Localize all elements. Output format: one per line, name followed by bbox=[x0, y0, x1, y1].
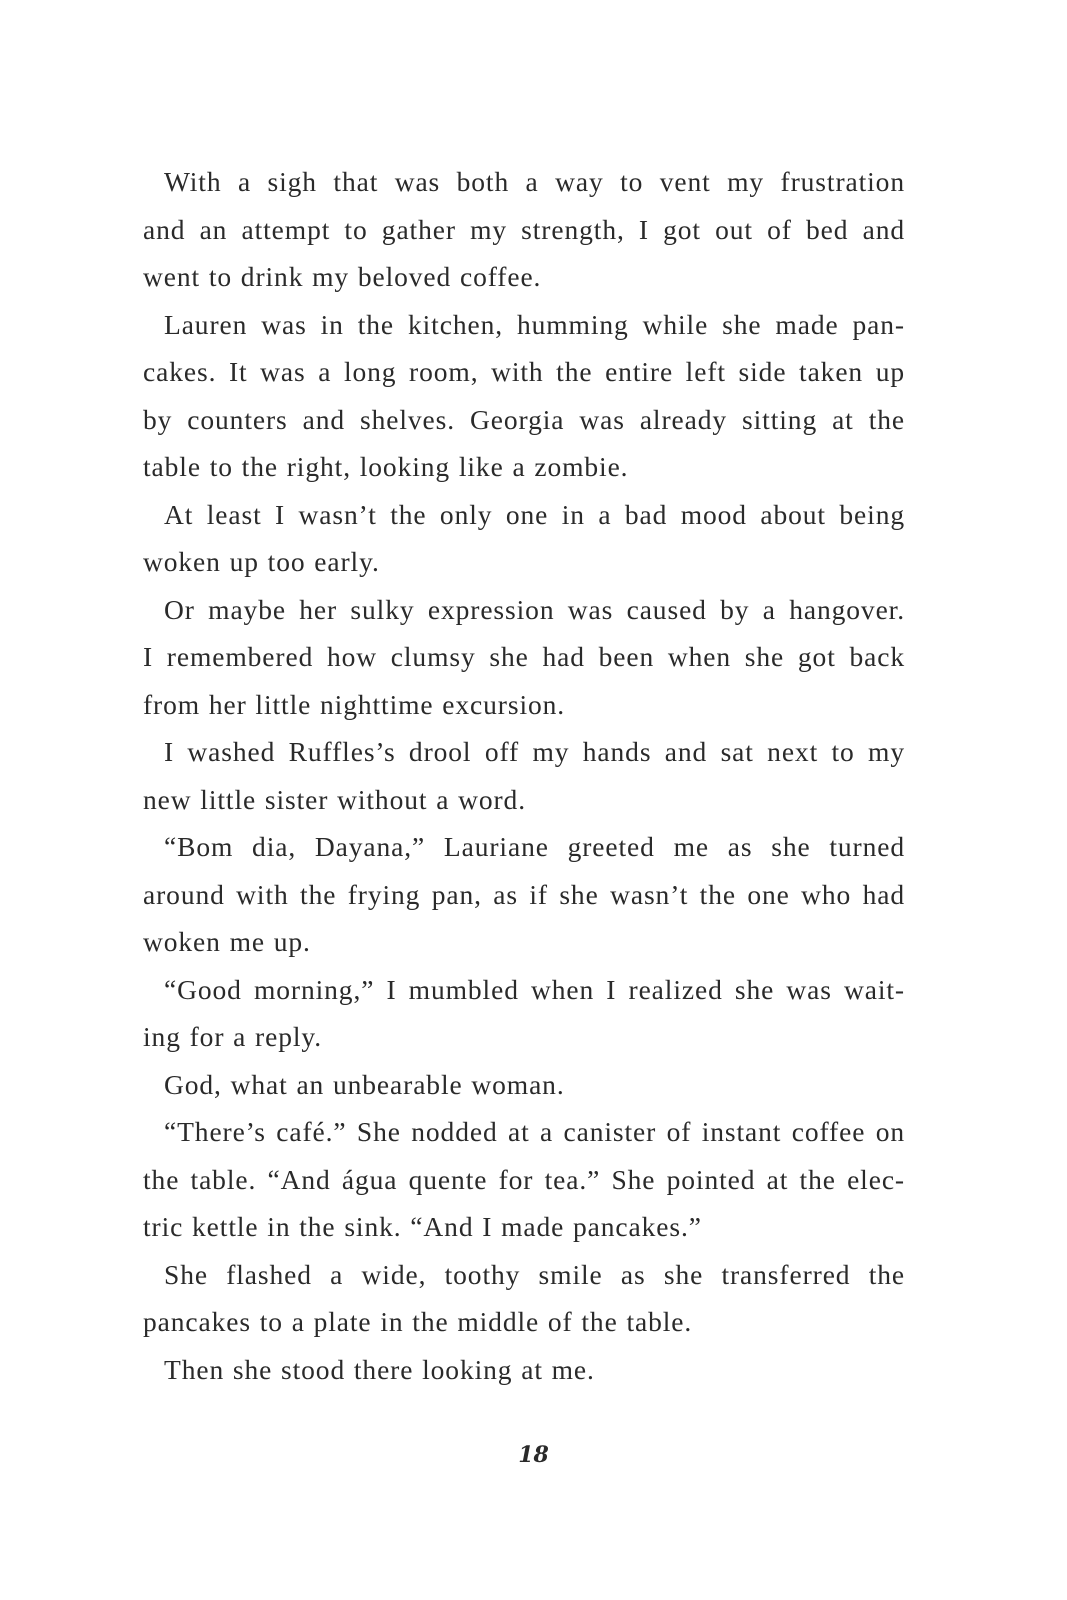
text-line: table to the right, looking like a zombie. bbox=[143, 451, 629, 482]
text-line: woken up too early. bbox=[143, 546, 380, 577]
text-line: I washed Ruffles’s drool off my hands and sat next to my bbox=[164, 736, 905, 767]
text-line: ing for a reply. bbox=[143, 1021, 323, 1052]
text-line: She flashed a wide, toothy smile as she transferred the bbox=[164, 1258, 905, 1290]
text-line: went to drink my beloved coffee. bbox=[143, 261, 542, 292]
text-line: tric kettle in the sink. “And I made pancakes.” bbox=[143, 1211, 702, 1242]
text-line: and an attempt to gather my strength, I got out of bed and bbox=[143, 213, 905, 245]
text-line: woken me up. bbox=[143, 926, 311, 957]
text-line: the table. “And água quente for tea.” She pointed at the elec- bbox=[143, 1163, 905, 1195]
text-line: I remembered how clumsy she had been when she got back bbox=[143, 641, 905, 672]
text-line: “Good morning,” I mumbled when I realized she was wait- bbox=[164, 973, 905, 1005]
text-line: by counters and shelves. Georgia was already sitting at the bbox=[143, 403, 905, 435]
body-text bbox=[143, 158, 905, 1393]
text-line: Lauren was in the kitchen, humming while she made pan- bbox=[164, 308, 905, 340]
page-number: 18 bbox=[518, 1442, 549, 1468]
text-line: “Bom dia, Dayana,” Lauriane greeted me as she turned bbox=[164, 831, 905, 862]
text-line: cakes. It was a long room, with the entire left side taken up bbox=[143, 356, 905, 387]
text-line: Or maybe her sulky expression was caused by a hangover. bbox=[164, 593, 905, 625]
text-line: new little sister without a word. bbox=[143, 783, 526, 815]
text-line: pancakes to a plate in the middle of the table. bbox=[143, 1306, 693, 1337]
text-line: With a sigh that was both a way to vent my frustration bbox=[164, 166, 905, 197]
text-line: from her little nighttime excursion. bbox=[143, 688, 566, 720]
text-line: around with the frying pan, as if she wasn’t the one who had bbox=[143, 878, 905, 910]
text-line: “There’s café.” She nodded at a canister of instant coffee on bbox=[164, 1116, 905, 1147]
text-line: Then she stood there looking at me. bbox=[164, 1353, 595, 1385]
text-line: At least I wasn’t the only one in a bad mood about being bbox=[164, 498, 905, 530]
text-line: God, what an unbearable woman. bbox=[164, 1068, 565, 1100]
